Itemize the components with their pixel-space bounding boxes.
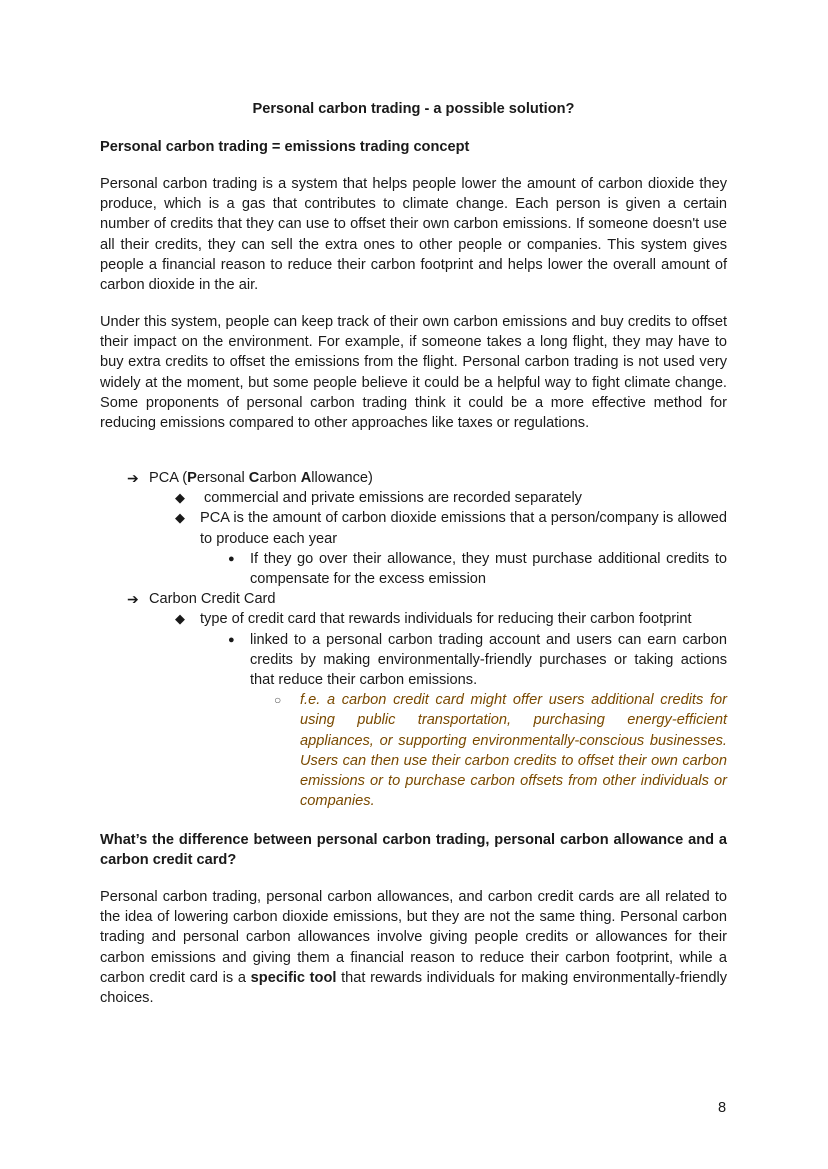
section-heading-difference: What’s the difference between personal carbon trading, personal carbon allowance and a carbon credit card?	[100, 832, 727, 869]
circle-bullet-icon: ○	[274, 693, 282, 708]
list-item-carbon-credit-card: ➔ Carbon Credit Card	[149, 589, 727, 609]
emphasis-specific-tool: specific tool	[250, 969, 337, 986]
diamond-bullet-icon: ◆	[175, 490, 185, 506]
list-item-pca-recorded: ◆ commercial and private emissions are recorded separately	[200, 488, 727, 508]
bullet-list	[100, 468, 727, 811]
diamond-bullet-icon: ◆	[175, 611, 185, 627]
list-item-card-example: ○ f.e. a carbon credit card might offer users additional credits for using public transportation, purchasing energy-efficient appliances, or supporting environmentally-conscious businesses. Users can then use their carbon credits to offset their own carbon emissions or to purchase carbon offsets from other individuals or companies.	[274, 692, 727, 810]
paragraph-system: Under this system, people can keep track of their own carbon emissions and buy credits to offset their impact on the environment. For example, if someone takes a long flight, they may have to buy extra credits to offset the emissions from the flight. Personal carbon trading is not used very widely at the moment, but some people believe it could be a helpful way to fight climate change. Some proponents of personal carbon trading think it could be a more effective method for reducing emissions compared to other approaches like taxes or regulations.	[100, 314, 727, 432]
list-item-pca-definition: ◆ PCA is the amount of carbon dioxide emissions that a person/company is allowed to produce each year	[175, 510, 727, 547]
paragraph-difference: Personal carbon trading, personal carbon allowances, and carbon credit cards are all related to the idea of lowering carbon dioxide emissions, but they are not the same thing. Personal carbon trading and personal carbon allowances involve giving people credits or allowances for their carbon emissions and giving them a financial reason to reduce their carbon footprint, while a carbon credit card is a specific tool that rewards individuals for making environmentally-friendly choices.	[100, 889, 727, 1007]
list-item-pca-overage: ● If they go over their allowance, they must purchase additional credits to compensate for the excess emission	[228, 550, 727, 588]
document-page	[100, 0, 727, 1169]
disc-bullet-icon: ●	[228, 633, 235, 646]
paragraph-intro: Personal carbon trading is a system that helps people lower the amount of carbon dioxide they produce, which is a gas that contributes to climate change. Each person is given a certain number of credits that they can use to offset their own carbon emissions. If someone doesn't use all their credits, they can sell the extra ones to other people or companies. This system gives people a financial reason to reduce their carbon footprint and helps lower the overall amount of carbon dioxide in the air.	[100, 176, 727, 294]
arrow-right-icon: ➔	[127, 591, 139, 608]
section-heading-emissions-trading: Personal carbon trading = emissions trading concept	[100, 139, 470, 155]
page-title: Personal carbon trading - a possible solution?	[252, 101, 575, 117]
list-item-card-type: ◆ type of credit card that rewards individuals for reducing their carbon footprint	[200, 609, 727, 629]
disc-bullet-icon: ●	[228, 552, 235, 565]
diamond-bullet-icon: ◆	[175, 510, 185, 526]
list-item-pca: ➔ PCA (Personal Carbon Allowance)	[149, 468, 727, 488]
arrow-right-icon: ➔	[127, 470, 139, 486]
page-number: 8	[718, 1100, 727, 1116]
list-item-card-linked: ● linked to a personal carbon trading account and users can earn carbon credits by making environmentally-friendly purchases or taking actions that reduce their carbon emissions.	[228, 631, 727, 689]
